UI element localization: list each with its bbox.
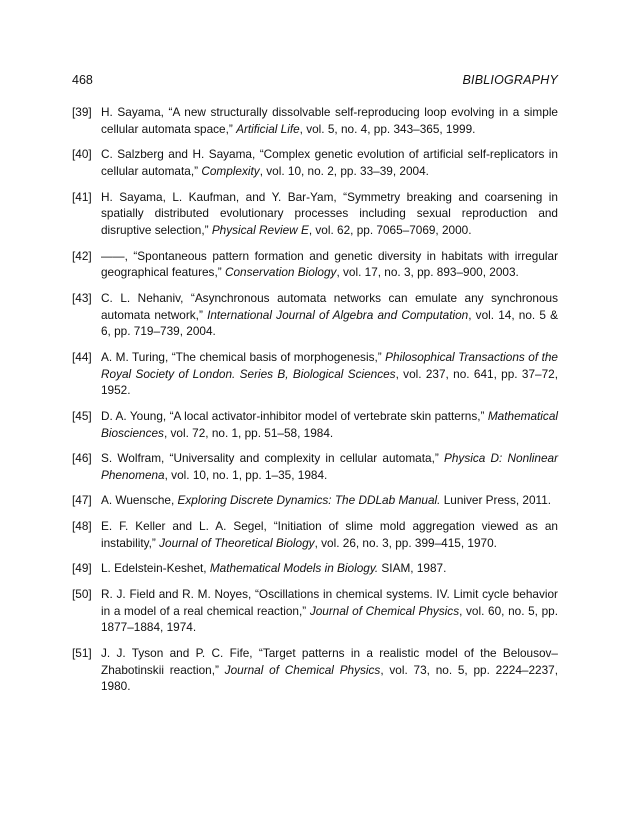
reference-number: [51] <box>72 645 92 660</box>
reference-entry <box>72 518 558 551</box>
reference-text <box>101 645 558 695</box>
page-header <box>72 73 558 87</box>
reference-text <box>101 290 558 340</box>
reference-text-segment: H. Sayama, “A new structurally dissolvable self-reproducing loop evolving in a simple cellular automata space,” <box>101 105 558 136</box>
reference-text-segment: D. A. Young, “A local activator-inhibitor model of vertebrate skin patterns,” <box>101 408 488 423</box>
reference-entry <box>72 645 558 695</box>
reference-number: [41] <box>72 189 92 204</box>
reference-title-italic: Journal of Theoretical Biology <box>159 535 315 550</box>
reference-title-italic: Physical Review E <box>211 223 309 237</box>
reference-text-segment: R. J. Field and R. M. Noyes, “Oscillations in chemical systems. IV. Limit cycle behavior in a model of a real chemical reaction,” <box>101 586 558 618</box>
reference-text-segment: A. M. Turing, “The chemical basis of morphogenesis,” <box>101 349 386 364</box>
reference-text-segment: SIAM, 1987. <box>378 561 447 576</box>
reference-entry <box>72 408 558 441</box>
reference-title-italic: Conservation Biology <box>224 265 337 280</box>
reference-text <box>101 586 558 636</box>
reference-entry <box>72 492 558 509</box>
reference-list <box>72 104 558 704</box>
reference-entry <box>72 560 558 577</box>
reference-number: [46] <box>72 451 92 466</box>
reference-title-italic: Mathematical Biosciences <box>101 408 558 440</box>
running-title: BIBLIOGRAPHY <box>462 73 558 87</box>
reference-text-segment: , vol. 237, no. 641, pp. 37–72, 1952. <box>101 366 558 398</box>
reference-text <box>101 349 558 399</box>
reference-text-segment: , vol. 10, no. 2, pp. 33–39, 2004. <box>259 164 429 178</box>
reference-text-segment: L. Edelstein-Keshet, <box>101 561 210 576</box>
reference-entry <box>72 586 558 636</box>
reference-text <box>101 146 558 179</box>
reference-text <box>101 450 558 483</box>
reference-text-segment: C. L. Nehaniv, “Asynchronous automata networks can emulate any synchronous automata network,” <box>101 290 558 322</box>
reference-text <box>101 560 558 577</box>
reference-number: [39] <box>72 105 92 119</box>
reference-title-italic: Journal of Chemical Physics <box>224 662 381 677</box>
reference-number: [43] <box>72 290 92 305</box>
reference-text <box>101 104 558 137</box>
reference-entry <box>72 450 558 483</box>
reference-number: [50] <box>72 586 92 601</box>
reference-text-segment: , vol. 26, no. 3, pp. 399–415, 1970. <box>314 535 497 550</box>
reference-text-segment: E. F. Keller and L. A. Segel, “Initiation of slime mold aggregation viewed as an instability,” <box>101 519 558 550</box>
reference-text-segment: , vol. 60, no. 5, pp. 1877–1884, 1974. <box>101 603 558 635</box>
reference-entry <box>72 146 558 179</box>
reference-title-italic: International Journal of Algebra and Computation <box>207 307 469 322</box>
reference-text-segment: C. Salzberg and H. Sayama, “Complex genetic evolution of artificial self-replicators in cellular automata,” <box>101 147 558 178</box>
reference-number: [45] <box>72 408 92 423</box>
reference-number: [44] <box>72 349 92 364</box>
reference-number: [47] <box>72 493 92 508</box>
page-number: 468 <box>72 73 93 87</box>
reference-text <box>101 248 558 281</box>
reference-text-segment: S. Wolfram, “Universality and complexity in cellular automata,” <box>101 451 444 466</box>
reference-text-segment: H. Sayama, L. Kaufman, and Y. Bar-Yam, “Symmetry breaking and coarsening in spatially distributed evolutionary processes including sexual reproduction and disruptive selection,” <box>101 189 558 237</box>
reference-text <box>101 189 558 239</box>
reference-number: [48] <box>72 519 92 534</box>
reference-text-segment: Luniver Press, 2011. <box>440 493 552 508</box>
reference-text-segment: , vol. 14, no. 5 & 6, pp. 719–739, 2004. <box>101 307 558 339</box>
reference-title-italic: Mathematical Models in Biology. <box>209 561 379 576</box>
reference-text-segment: J. J. Tyson and P. C. Fife, “Target patterns in a realistic model of the Belousov–Zhabotinskii reaction,” <box>101 645 558 677</box>
reference-entry <box>72 349 558 399</box>
reference-number: [40] <box>72 147 92 162</box>
reference-text <box>101 518 558 551</box>
reference-text <box>101 408 558 441</box>
reference-text-segment: , vol. 5, no. 4, pp. 343–365, 1999. <box>299 121 476 136</box>
reference-entry <box>72 290 558 340</box>
reference-text-segment: A. Wuensche, <box>101 493 178 508</box>
reference-entry <box>72 248 558 281</box>
reference-number: [49] <box>72 561 92 576</box>
reference-title-italic: Exploring Discrete Dynamics: The DDLab Manual. <box>177 493 441 508</box>
reference-title-italic: Artificial Life <box>236 121 300 136</box>
reference-text-segment: , vol. 10, no. 1, pp. 1–35, 1984. <box>164 467 328 482</box>
reference-title-italic: Complexity <box>201 164 260 178</box>
reference-text <box>101 492 558 509</box>
reference-entry <box>72 189 558 239</box>
reference-title-italic: Physica D: Nonlinear Phenomena <box>101 451 559 482</box>
reference-title-italic: Philosophical Transactions of the Royal Society of London. Series B, Biological Sciences <box>101 349 558 381</box>
reference-text-segment: , vol. 17, no. 3, pp. 893–900, 2003. <box>336 265 519 280</box>
reference-text-segment: , vol. 73, no. 5, pp. 2224–2237, 1980. <box>101 662 558 694</box>
reference-title-italic: Journal of Chemical Physics <box>309 603 460 618</box>
reference-entry <box>72 104 558 137</box>
reference-text-segment: , vol. 72, no. 1, pp. 51–58, 1984. <box>163 425 334 440</box>
reference-text-segment: , vol. 62, pp. 7065–7069, 2000. <box>308 223 472 237</box>
reference-number: [42] <box>72 248 92 263</box>
reference-text-segment: ——, “Spontaneous pattern formation and genetic diversity in habitats with irregular geographical features,” <box>101 248 558 280</box>
